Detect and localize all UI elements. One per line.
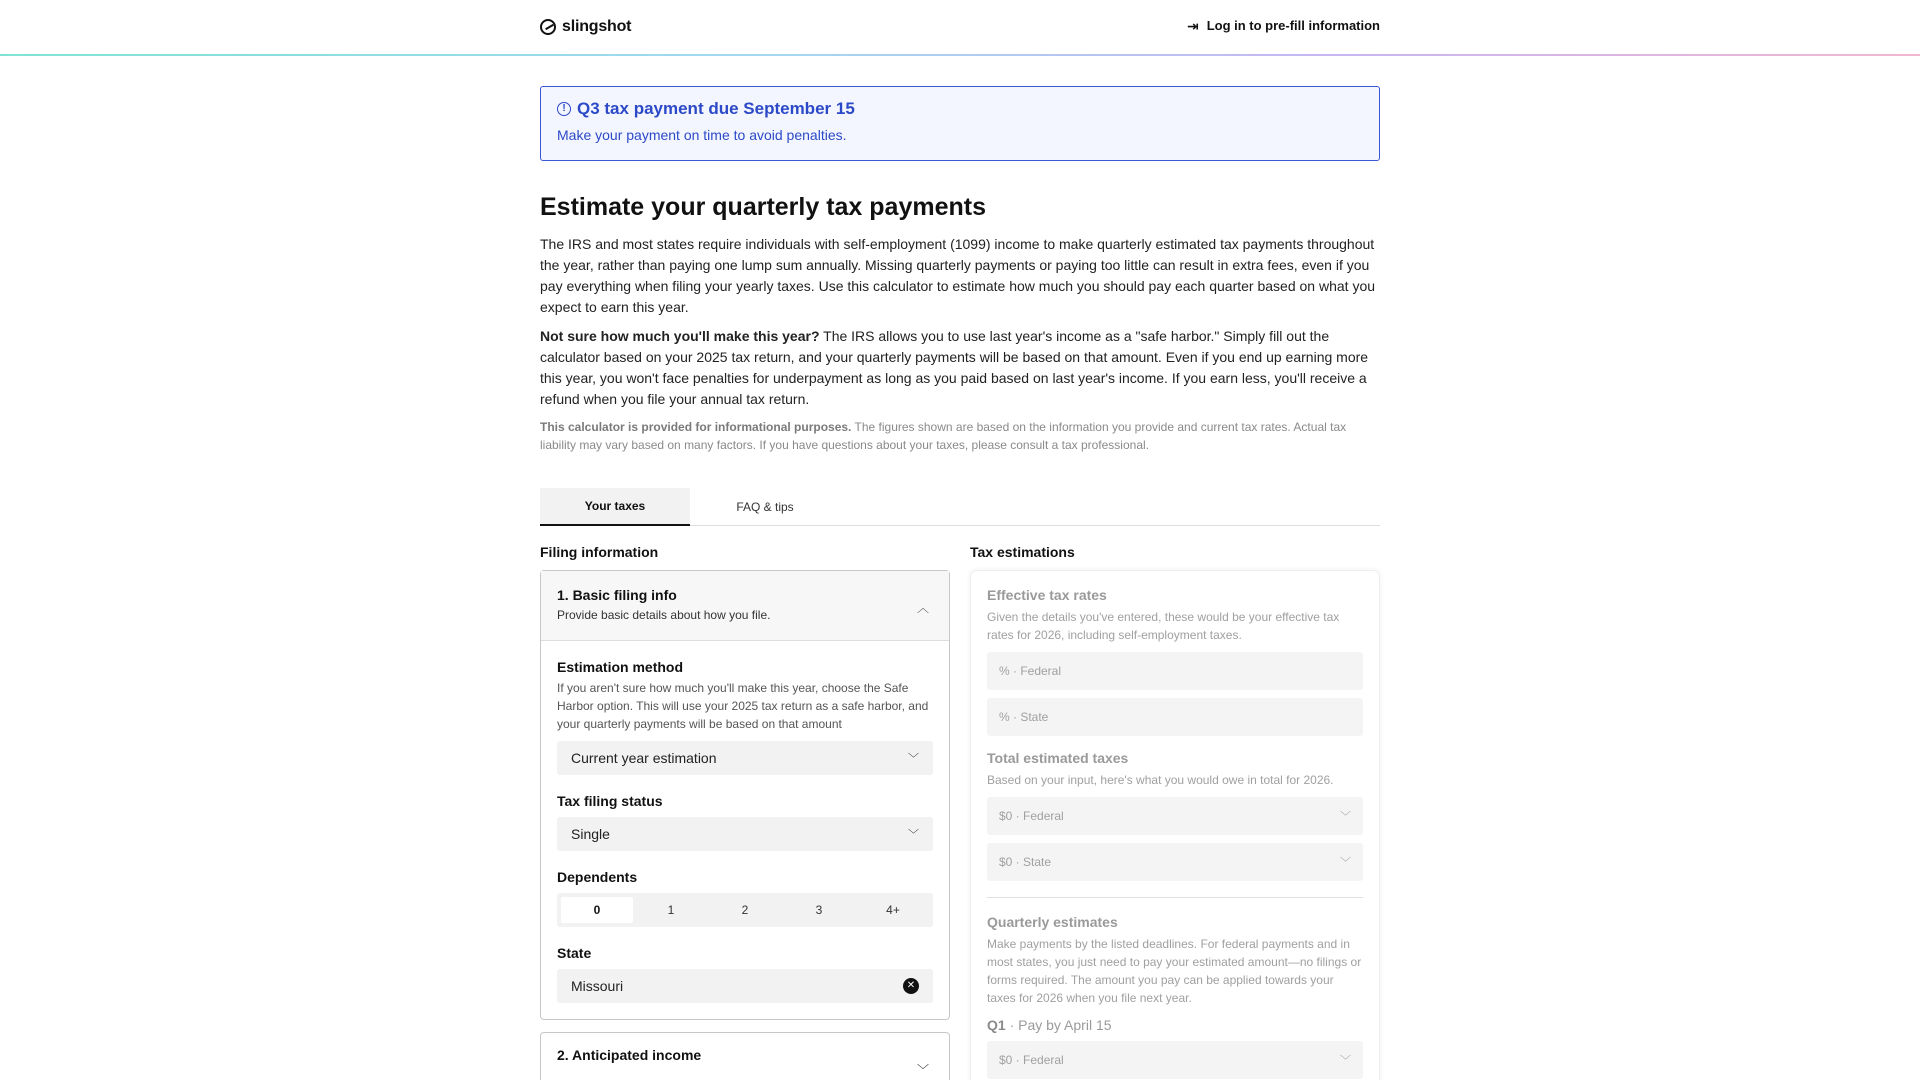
intro-paragraph: The IRS and most states require individuals with self-employment (1099) income to make quarterly estimated tax payments throughout the year, rather than paying one lump sum annually. Missing quarterly payments or paying too little can result in extra fees, even if you pay everything when filing your yearly taxes. Use this calculator to estimate how much you should pay each quarter based on what you expect to earn this year.: [540, 236, 1376, 315]
state-label: State: [557, 945, 592, 961]
estimation-method-label: Estimation method: [557, 659, 684, 675]
page-title: Estimate your quarterly tax payments: [540, 193, 986, 221]
effective-rates-title: Effective tax rates: [987, 587, 1107, 603]
federal-rate-field: [987, 652, 1363, 690]
filing-status-label: Tax filing status: [557, 793, 663, 809]
dependents-option-4plus[interactable]: 4+: [886, 903, 900, 917]
login-label: Log in to pre-fill information: [1206, 18, 1380, 33]
chevron-down-icon: ﹀: [908, 829, 919, 841]
dependents-option-2[interactable]: 2: [741, 903, 749, 917]
federal-total-dropdown[interactable]: [987, 797, 1363, 835]
filing-status-select[interactable]: [557, 817, 933, 851]
quarterly-estimates-help: Make payments by the listed deadlines. For federal payments and in most states, you just need to pay your estimated amount—no filings or forms required. The amount you pay can be applied towards your taxes for 2026 when you file next year.: [987, 937, 1362, 1005]
state-total-value: $0 · State: [999, 855, 1052, 869]
tab-your-taxes[interactable]: Your taxes: [540, 488, 690, 526]
filing-information-title: Filing information: [540, 544, 659, 560]
anticipated-income-title: 2. Anticipated income: [557, 1047, 702, 1063]
alert-message: Make your payment on time to avoid penalties.: [557, 127, 847, 143]
state-value: Missouri: [571, 978, 624, 994]
chevron-up-icon[interactable]: ︿: [916, 601, 929, 615]
q1-federal-value: $0 · Federal: [999, 1053, 1064, 1067]
payment-alert: [540, 86, 1380, 161]
calculator-columns: [540, 544, 1380, 1080]
brand-logo[interactable]: [540, 18, 631, 36]
login-prefill-link[interactable]: [1187, 18, 1380, 33]
federal-rate-value: % · Federal: [999, 664, 1062, 678]
quarterly-estimates-title: Quarterly estimates: [987, 914, 1118, 930]
federal-total-value: $0 · Federal: [999, 809, 1064, 823]
header-gradient-line: [0, 54, 1920, 56]
alert-title-row: [557, 99, 1363, 119]
filing-status-value: Single: [571, 826, 610, 842]
disclaimer: [540, 418, 1380, 454]
info-icon: !: [557, 102, 571, 116]
total-taxes-help: Based on your input, here's what you would owe in total for 2026.: [987, 773, 1334, 787]
dependents-option-0[interactable]: 0: [561, 897, 633, 923]
chevron-down-icon[interactable]: ﹀: [916, 1063, 929, 1077]
login-arrow-icon: ⇥: [1186, 17, 1199, 34]
state-total-dropdown[interactable]: [987, 843, 1363, 881]
effective-rates-help: Given the details you've entered, these would be your effective tax rates for 2026, including self-employment taxes.: [987, 610, 1340, 642]
basic-filing-title: 1. Basic filing info: [557, 587, 677, 603]
disclaimer-lead: This calculator is provided for informational purposes.: [540, 420, 852, 434]
tab-bar: [540, 488, 1380, 526]
tax-estimations-title: Tax estimations: [970, 544, 1075, 560]
safe-harbor-lead: Not sure how much you'll make this year?: [540, 328, 820, 344]
chevron-down-icon: ﹀: [1340, 811, 1351, 823]
q1-federal-dropdown[interactable]: [987, 1041, 1363, 1079]
chevron-down-icon: ﹀: [1340, 1055, 1351, 1067]
basic-filing-subtitle: Provide basic details about how you file.: [557, 608, 771, 622]
dependents-segmented-control: [557, 893, 933, 927]
q1-heading: [987, 1017, 1363, 1033]
slingshot-logo-icon: [540, 19, 556, 35]
state-combobox[interactable]: [557, 969, 933, 1003]
panel-divider: [987, 897, 1363, 898]
basic-filing-body: [541, 641, 949, 1019]
estimation-method-help: If you aren't sure how much you'll make this year, choose the Safe Harbor option. This will use your 2025 tax return as a safe harbor, and your quarterly payments will be based on that amount: [557, 681, 929, 731]
basic-filing-header[interactable]: [541, 571, 949, 641]
chevron-down-icon: ﹀: [908, 753, 919, 765]
state-rate-value: % · State: [999, 710, 1049, 724]
tax-estimations-panel: [970, 570, 1380, 1080]
main-content: [540, 86, 1380, 1080]
anticipated-income-card[interactable]: [540, 1032, 950, 1080]
dependents-label: Dependents: [557, 869, 638, 885]
clear-icon[interactable]: ✕: [903, 978, 919, 994]
top-header: [0, 0, 1920, 56]
dependents-option-3[interactable]: 3: [815, 903, 823, 917]
q1-label: Q1: [987, 1017, 1006, 1033]
safe-harbor-paragraph: [540, 326, 1380, 410]
chevron-down-icon: ﹀: [1340, 857, 1351, 869]
alert-title: Q3 tax payment due September 15: [577, 99, 855, 118]
filing-information-column: [540, 544, 950, 1080]
dependents-option-1[interactable]: 1: [667, 903, 675, 917]
estimation-method-select[interactable]: [557, 741, 933, 775]
safe-harbor-text: The IRS allows you to use last year's income as a "safe harbor." Simply fill out the calculator based on your 2025 tax return, and your quarterly payments will be based on that amount. Even if you end up earning more this year, you won't face penalties for underpayment as long as you paid based on last year's income. If you earn less, you'll receive a refund when you file your annual tax return.: [540, 328, 1369, 407]
tax-estimations-column: [970, 544, 1380, 1080]
state-rate-field: [987, 698, 1363, 736]
basic-filing-card: [540, 570, 950, 1020]
brand-name: slingshot: [562, 18, 632, 35]
total-taxes-title: Total estimated taxes: [987, 750, 1129, 766]
q1-due-date: · Pay by April 15: [1005, 1017, 1112, 1033]
estimation-method-value: Current year estimation: [571, 750, 717, 766]
disclaimer-text: The figures shown are based on the information you provide and current tax rates. Actual tax liability may vary based on many factors. If you have questions about your taxes, please consult a tax professional.: [540, 420, 1347, 452]
tab-faq-tips[interactable]: FAQ & tips: [736, 500, 794, 514]
